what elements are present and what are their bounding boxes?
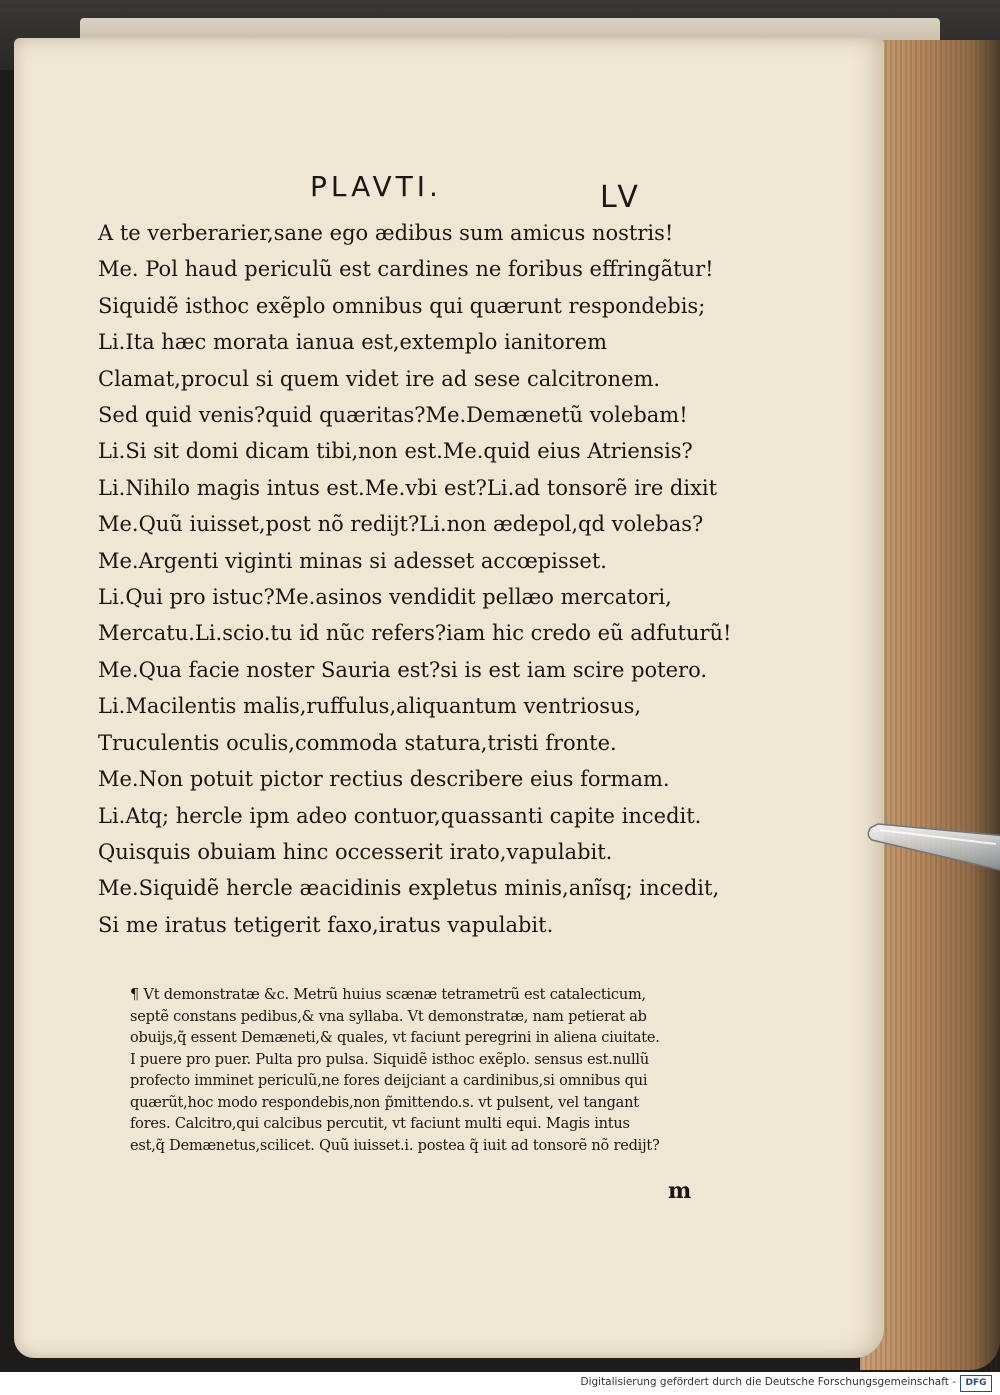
verse-line: Li.Nihilo magis intus est.Me.vbi est?Li.ad tonsorẽ ire dixit <box>98 475 718 500</box>
commentary-line: profecto imminet periculũ,ne fores deijciant a cardinibus,si omnibus qui <box>130 1073 648 1089</box>
verse-line: Li.Si sit domi dicam tibi,non est.Me.quid eius Atriensis? <box>98 439 693 464</box>
commentary-line: est,q̃ Demænetus,scilicet. Quũ iuisset.i. postea q̃ iuit ad tonsorẽ nõ redijt? <box>130 1137 660 1154</box>
verse-line: Sed quid venis?quid quæritas?Me.Demænetũ volebam! <box>98 403 688 428</box>
verse-line: Li.Qui pro istuc?Me.asinos vendidit pellæo mercatori, <box>98 585 672 610</box>
commentary-line: obuijs,q̃ essent Demæneti,& quales, vt faciunt peregrini in aliena ciuitate. <box>130 1030 660 1046</box>
verse-line: Clamat,procul si quem videt ire ad sese calcitronem. <box>98 366 661 391</box>
commentary-line: fores. Calcitro,qui calcibus percutit, vt faciunt multi equi. Magis intus <box>130 1116 630 1132</box>
verse-line: Me. Pol haud periculũ est cardines ne foribus effringãtur! <box>98 257 714 282</box>
footer-bar <box>0 1372 1000 1395</box>
commentary-line: ¶ Vt demonstratæ &c. Metrũ huius scænæ tetrametrũ est catalecticum, <box>130 987 646 1003</box>
funding-credit: Digitalisierung gefördert durch die Deutsche Forschungsgemeinschaft - <box>580 1376 956 1388</box>
verse-line: Me.Qua facie noster Sauria est?si is est iam scire potero. <box>98 657 708 682</box>
page-header <box>310 170 670 220</box>
verse-line: Li.Ita hæc morata ianua est,extemplo ianitorem <box>98 330 607 355</box>
verse-line: Me.Siquidẽ hercle æacidinis expletus minis,anĩsq; incedit, <box>98 876 720 901</box>
signature-mark: m <box>668 1178 692 1204</box>
verse-line: Li.Macilentis malis,ruffulus,aliquantum ventriosus, <box>98 694 642 719</box>
commentary-line: quærũt,hoc modo respondebis,non p̃mittendo.s. vt pulsent, vel tangant <box>130 1094 639 1111</box>
commentary-line: septẽ constans pedibus,& vna syllaba. Vt demonstratæ, nam petierat ab <box>130 1008 647 1025</box>
verse-line: Mercatu.Li.scio.tu id nũc refers?iam hic credo eũ adfuturũ! <box>98 621 732 646</box>
commentary-line: I puere pro puer. Pulta pro pulsa. Siquidẽ isthoc exẽplo. sensus est.nullũ <box>130 1051 649 1068</box>
verse-line: Me.Quũ iuisset,post nõ redijt?Li.non ædepol,qd volebas? <box>98 512 704 537</box>
verse-text <box>98 215 778 943</box>
dfg-logo: DFG <box>960 1375 992 1392</box>
verse-line: Quisquis obuiam hinc occesserit irato,vapulabit. <box>98 839 613 864</box>
verse-line: Me.Non potuit pictor rectius describere eius formam. <box>98 767 670 792</box>
verse-line: Me.Argenti viginti minas si adesset accœpisset. <box>98 548 607 573</box>
folio-number: LV <box>600 180 642 215</box>
verse-line: A te verberarier,sane ego ædibus sum amicus nostris! <box>98 221 674 245</box>
verse-line: Si me iratus tetigerit faxo,iratus vapulabit. <box>98 912 554 937</box>
running-title: PLAVTI. <box>310 170 442 203</box>
commentary-text <box>130 985 770 1157</box>
verse-line: Li.Atq; hercle ipm adeo contuor,quassanti capite incedit. <box>98 803 702 828</box>
verse-line: Truculentis oculis,commoda statura,tristi fronte. <box>98 730 617 755</box>
verse-line: Siquidẽ isthoc exẽplo omnibus qui quærunt respondebis; <box>98 293 706 318</box>
glass-pointer-icon <box>866 812 1000 874</box>
